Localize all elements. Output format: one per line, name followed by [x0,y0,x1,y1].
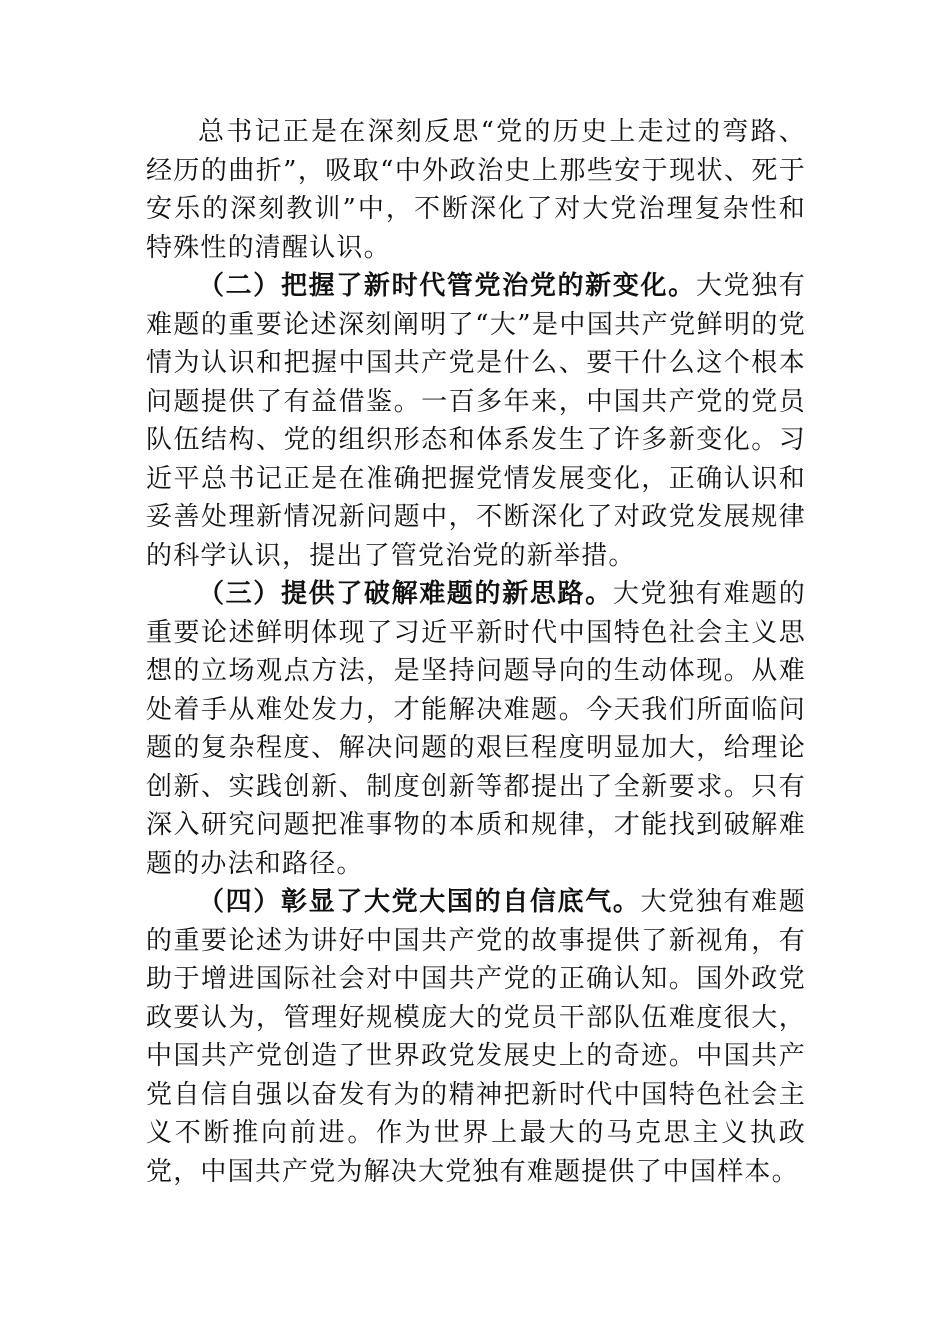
section-heading: （四）彰显了大党大国的自信底气。 [198,887,641,917]
paragraph-section-2 [146,267,806,575]
paragraph-text: 大党独有难题的重要论述为讲好中国共产党的故事提供了新视角，有助于增进国际社会对中国共产党的正确认知。国外政党政要认为，管理好规模庞大的党员干部队伍难度很大，中国共产党创造了世界政党发展史上的奇迹。中国共产党自信自强以奋发有为的精神把新时代中国特色社会主义不断推向前进。作为世界上最大的马克思主义执政党，中国共产党为解决大党独有难题提供了中国样本。 [146,887,807,1187]
paragraph-text: 大党独有难题的重要论述深刻阐明了“大”是中国共产党鲜明的党情为认识和把握中国共产党是什么、要干什么这个根本问题提供了有益借鉴。一百多年来，中国共产党的党员队伍结构、党的组织形态和体系发生了许多新变化。习近平总书记正是在准确把握党情发展变化，正确认识和妥善处理新情况新问题中，不断深化了对政党发展规律的科学认识，提出了管党治党的新举措。 [146,271,806,571]
section-heading: （二）把握了新时代管党治党的新变化。 [198,271,696,301]
document-body [146,113,806,1191]
section-heading: （三）提供了破解难题的新思路。 [198,579,613,609]
paragraph-section-4 [146,883,806,1191]
paragraph-text: 总书记正是在深刻反思“党的历史上走过的弯路、经历的曲折”，吸取“中外政治史上那些安于现状、死于安乐的深刻教训”中，不断深化了对大党治理复杂性和特殊性的清醒认识。 [146,117,806,263]
paragraph-intro [146,113,806,267]
paragraph-text: 大党独有难题的重要论述鲜明体现了习近平新时代中国特色社会主义思想的立场观点方法，是坚持问题导向的生动体现。从难处着手从难处发力，才能解决难题。今天我们所面临问题的复杂程度、解决问题的艰巨程度明显加大，给理论创新、实践创新、制度创新等都提出了全新要求。只有深入研究问题把准事物的本质和规律，才能找到破解难题的办法和路径。 [146,579,806,879]
paragraph-section-3 [146,575,806,883]
